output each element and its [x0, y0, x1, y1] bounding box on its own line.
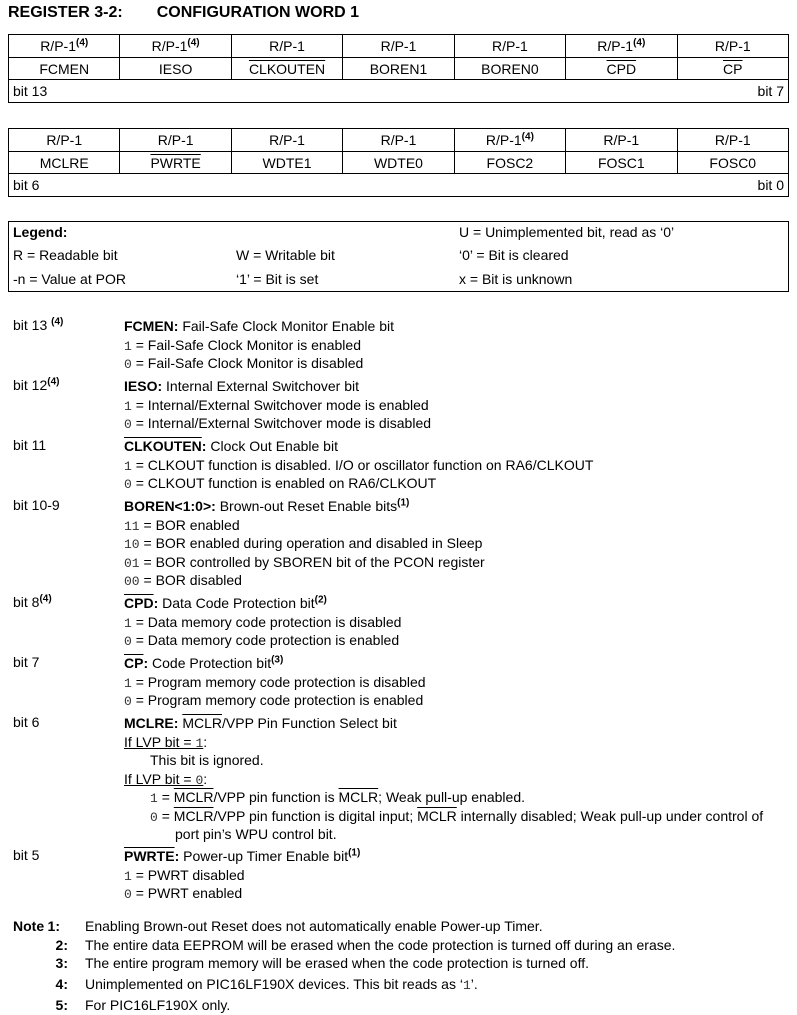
- bit-value-0: 0 = Internal/External Switchover mode is disabled: [124, 415, 432, 432]
- bit-value-1: 1 = CLKOUT function is disabled. I/O or oscillator function on RA6/CLKOUT: [124, 457, 594, 474]
- attr-cell: R/P-1: [9, 129, 120, 152]
- attr-cell: R/P-1: [677, 129, 788, 152]
- bit-heading: PWRTE: Power-up Timer Enable bit$^{(1)}$: [124, 847, 361, 864]
- bit-name-fosc2: FOSC2: [454, 152, 565, 174]
- attr-cell: R/P-1$^{(4)}$: [454, 129, 565, 152]
- name-row: [9, 58, 789, 80]
- lvp-condition-0: If LVP bit = 0:: [124, 771, 208, 788]
- bit-value-0: 0 = MCLR/VPP pin function is digital input; MCLR internally disabled; Weak pull-up under control of: [150, 808, 764, 825]
- bit-end: bit 7: [757, 83, 784, 99]
- bit-value-1: 1 = PWRT disabled: [124, 867, 245, 884]
- bit-number: bit 5: [13, 847, 40, 863]
- bit-heading: $\overline{CP}$: Code Protection bit$^{(3)}$: [124, 654, 284, 671]
- bit-end: bit 0: [757, 177, 784, 193]
- attribute-row: [9, 35, 789, 58]
- bit-value-01: 01 = BOR controlled by SBOREN bit of the PCON register: [124, 554, 485, 571]
- legend-por: -n = Value at POR: [13, 271, 126, 287]
- legend-set: ‘1’ = Bit is set: [236, 271, 319, 287]
- legend-heading: Legend:: [13, 224, 68, 240]
- attr-cell: R/P-1$^{(4)}$: [120, 35, 231, 58]
- name-row: [9, 152, 789, 174]
- bit-name-mclre: MCLRE: [9, 152, 120, 174]
- bit-name-wdte0: WDTE0: [343, 152, 454, 174]
- attr-cell: R/P-1: [231, 35, 342, 58]
- bit-value-0-cont: port pin’s WPU control bit.: [175, 826, 337, 842]
- register-title: [8, 4, 359, 22]
- bit-range-row: [9, 80, 789, 103]
- attr-cell: R/P-1: [231, 129, 342, 152]
- register-number: REGISTER 3-2:: [8, 4, 123, 21]
- attr-cell: R/P-1: [343, 35, 454, 58]
- legend-writable: W = Writable bit: [236, 247, 335, 263]
- attr-cell: R/P-1: [120, 129, 231, 152]
- bit-name-boren0: BOREN0: [454, 58, 565, 80]
- legend-unknown: x = Bit is unknown: [459, 271, 573, 287]
- note-label: Note: [13, 918, 45, 934]
- legend-cleared: ‘0’ = Bit is cleared: [459, 247, 569, 263]
- bit-value-0: 0 = Program memory code protection is enabled: [124, 692, 424, 709]
- legend-unimplemented: U = Unimplemented bit, read as ‘0’: [459, 224, 675, 240]
- attr-cell: R/P-1$^{(4)}$: [9, 35, 120, 58]
- register-table-high: [8, 34, 789, 103]
- attr-cell: R/P-1: [566, 129, 677, 152]
- bit-name-cp: $\overline{CP}$: [677, 58, 788, 80]
- bit-range-cell: [9, 80, 789, 103]
- register-table-low: [8, 128, 789, 197]
- bit-number: bit 13 $^{(4)}$: [13, 316, 64, 333]
- attribute-row: [9, 129, 789, 152]
- bit-number: bit 7: [13, 654, 40, 670]
- bit-name-clkouten: CLKOUTEN: [231, 58, 342, 80]
- bit-heading: CLKOUTEN: Clock Out Enable bit: [124, 438, 338, 454]
- legend-readable: R = Readable bit: [13, 247, 118, 263]
- bit-range-cell: [9, 174, 789, 197]
- bit-value-1: 1 = Program memory code protection is disabled: [124, 674, 426, 691]
- lvp-condition-1-text: This bit is ignored.: [150, 752, 264, 768]
- bit-start: bit 13: [13, 83, 48, 99]
- bit-name-pwrte: PWRTE: [120, 152, 231, 174]
- bit-number: bit 8$^{(4)}$: [13, 593, 52, 610]
- bit-heading: FCMEN: Fail-Safe Clock Monitor Enable bit: [124, 318, 394, 334]
- legend-box: [8, 221, 789, 292]
- bit-value-10: 10 = BOR enabled during operation and disabled in Sleep: [124, 535, 483, 552]
- bit-heading: IESO: Internal External Switchover bit: [124, 378, 359, 394]
- attr-cell: R/P-1$^{(4)}$: [566, 35, 677, 58]
- bit-range-row: [9, 174, 789, 197]
- bit-name-fosc0: FOSC0: [677, 152, 788, 174]
- bit-heading: BOREN<1:0>: Brown-out Reset Enable bits$^{(1)}$: [124, 497, 410, 514]
- bit-value-0: 0 = PWRT enabled: [124, 885, 243, 902]
- bit-name-boren1: BOREN1: [343, 58, 454, 80]
- bit-name-fcmen: FCMEN: [9, 58, 120, 80]
- bit-value-1: 1 = Internal/External Switchover mode is enabled: [124, 397, 429, 414]
- bit-value-11: 11 = BOR enabled: [124, 517, 240, 534]
- bit-value-00: 00 = BOR disabled: [124, 572, 242, 589]
- bit-name-ieso: IESO: [120, 58, 231, 80]
- bit-heading: MCLRE: MCLR/VPP Pin Function Select bit: [124, 715, 397, 731]
- bit-value-1: 1 = Fail-Safe Clock Monitor is enabled: [124, 337, 361, 354]
- bit-start: bit 6: [13, 177, 40, 193]
- bit-value-1: 1 = Data memory code protection is disabled: [124, 614, 402, 631]
- bit-number: bit 10-9: [13, 497, 60, 513]
- lvp-condition-1: If LVP bit = 1:: [124, 734, 208, 751]
- bit-name-cpd: $\overline{CPD}$: [566, 58, 677, 80]
- bit-number: bit 12$^{(4)}$: [13, 376, 60, 393]
- bit-value-0: 0 = Fail-Safe Clock Monitor is disabled: [124, 355, 364, 372]
- bit-value-1: 1 = MCLR/VPP pin function is MCLR; Weak pull-up enabled.: [150, 789, 526, 806]
- bit-number: bit 6: [13, 714, 40, 730]
- attr-cell: R/P-1: [677, 35, 788, 58]
- attr-cell: R/P-1: [454, 35, 565, 58]
- bit-value-0: 0 = Data memory code protection is enabled: [124, 632, 400, 649]
- attr-cell: R/P-1: [343, 129, 454, 152]
- bit-name-fosc1: FOSC1: [566, 152, 677, 174]
- bit-number: bit 11: [13, 437, 47, 453]
- bit-value-0: 0 = CLKOUT function is enabled on RA6/CLKOUT: [124, 475, 437, 492]
- bit-name-wdte1: WDTE1: [231, 152, 342, 174]
- bit-heading: $\overline{CPD}$: Data Code Protection bit$^{(2)}$: [124, 594, 327, 611]
- register-name: CONFIGURATION WORD 1: [156, 4, 360, 21]
